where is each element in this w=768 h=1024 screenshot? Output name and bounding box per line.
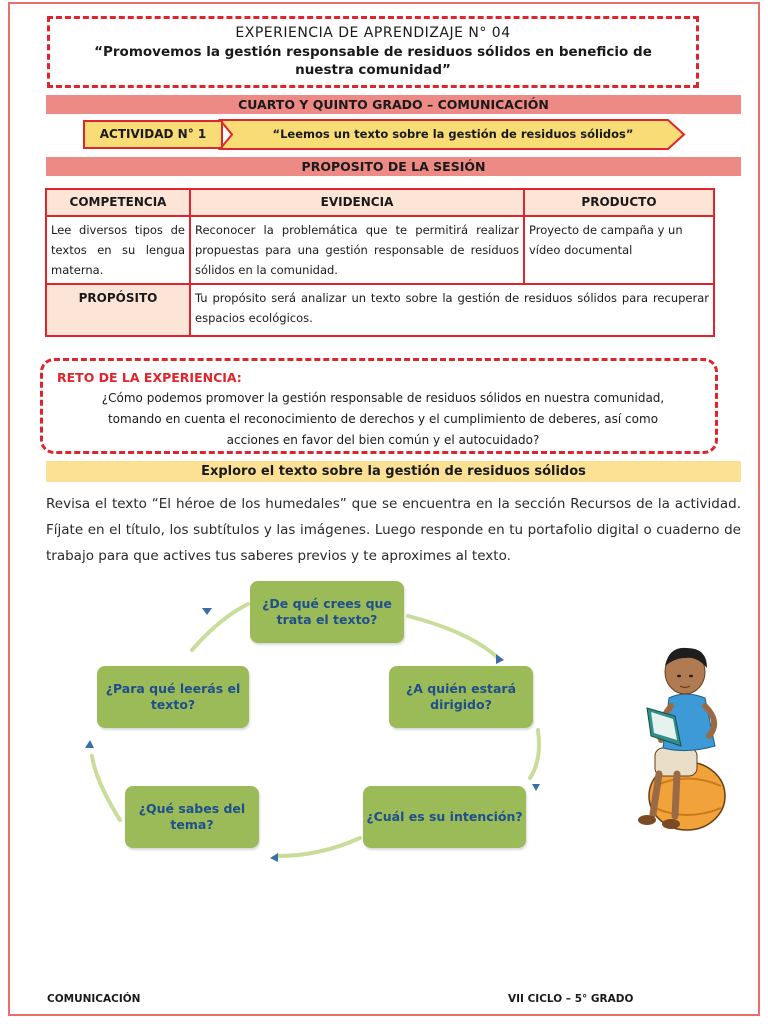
challenge-title: RETO DE LA EXPERIENCIA:: [57, 370, 242, 385]
challenge-question: [63, 388, 703, 451]
explore-band: Exploro el texto sobre la gestión de residuos sólidos: [46, 461, 741, 482]
footer-grade: VII CICLO – 5° GRADO: [508, 993, 634, 1005]
activity-title: “Leemos un texto sobre la gestión de residuos sólidos”: [272, 127, 634, 141]
boy-reading-illustration: [625, 636, 735, 846]
arrow-icon: [532, 784, 540, 791]
session-table: [45, 188, 715, 337]
arrow-icon: [85, 740, 94, 748]
challenge-line: acciones en favor del bien común y el autocuidado?: [226, 433, 540, 447]
question-box: ¿De qué crees que trata el texto?: [250, 581, 404, 643]
question-box: ¿A quién estará dirigido?: [389, 666, 533, 728]
purpose-band: PROPOSITO DE LA SESIÓN: [46, 157, 741, 176]
footer-subject: COMUNICACIÓN: [47, 993, 141, 1005]
competencia-cell: Lee diversos tipos de textos en su lengua materna.: [46, 216, 190, 284]
header-evidencia: EVIDENCIA: [190, 189, 524, 216]
connector-arc: [278, 838, 360, 856]
producto-cell: Proyecto de campaña y un vídeo documental: [524, 216, 714, 284]
connector-arc: [192, 604, 248, 650]
activity-label: ACTIVIDAD N° 1: [83, 120, 223, 149]
arrow-icon: [496, 654, 504, 664]
header-producto: PRODUCTO: [524, 189, 714, 216]
instructions-paragraph: Revisa el texto “El héroe de los humedales” que se encuentra en la sección Recursos de la actividad. Fíjate en el título, los subtítulos y las imágenes. Luego responde en tu portafolio digital o cuaderno de trabajo para que actives tus saberes previos y te aproximes al texto.: [46, 496, 741, 564]
challenge-line: ¿Cómo podemos promover la gestión responsable de residuos sólidos en nuestra comunidad,: [101, 391, 665, 405]
table-row: [46, 284, 714, 336]
header-competencia: COMPETENCIA: [46, 189, 190, 216]
evidencia-cell: Reconocer la problemática que te permitirá realizar propuestas para una gestión responsable de residuos sólidos en la comunidad.: [190, 216, 524, 284]
question-box: ¿Qué sabes del tema?: [125, 786, 259, 848]
proposito-label: PROPÓSITO: [46, 284, 190, 336]
arrow-icon: [202, 608, 212, 615]
challenge-box: [40, 358, 718, 454]
table-row: [46, 216, 714, 284]
challenge-line: tomando en cuenta el reconocimiento de derechos y el cumplimiento de deberes, así como: [107, 412, 659, 426]
connector-arc: [92, 756, 120, 820]
experience-title: EXPERIENCIA DE APRENDIZAJE N° 04: [235, 25, 511, 41]
question-cycle: [60, 570, 560, 870]
question-box: ¿Cuál es su intención?: [363, 786, 526, 848]
experience-header: [47, 16, 699, 88]
connector-arc: [408, 616, 498, 658]
table-header-row: [46, 189, 714, 216]
proposito-text: Tu propósito será analizar un texto sobre la gestión de residuos sólidos para recuperar espacios ecológicos.: [190, 284, 714, 336]
question-box: ¿Para qué leerás el texto?: [97, 666, 249, 728]
arrow-icon: [270, 853, 278, 862]
connector-arc: [530, 730, 539, 778]
experience-subtitle: “Promovemos la gestión responsable de residuos sólidos en beneficio de nuestra comunidad”: [94, 44, 652, 78]
grade-band: CUARTO Y QUINTO GRADO – COMUNICACIÓN: [46, 95, 741, 114]
